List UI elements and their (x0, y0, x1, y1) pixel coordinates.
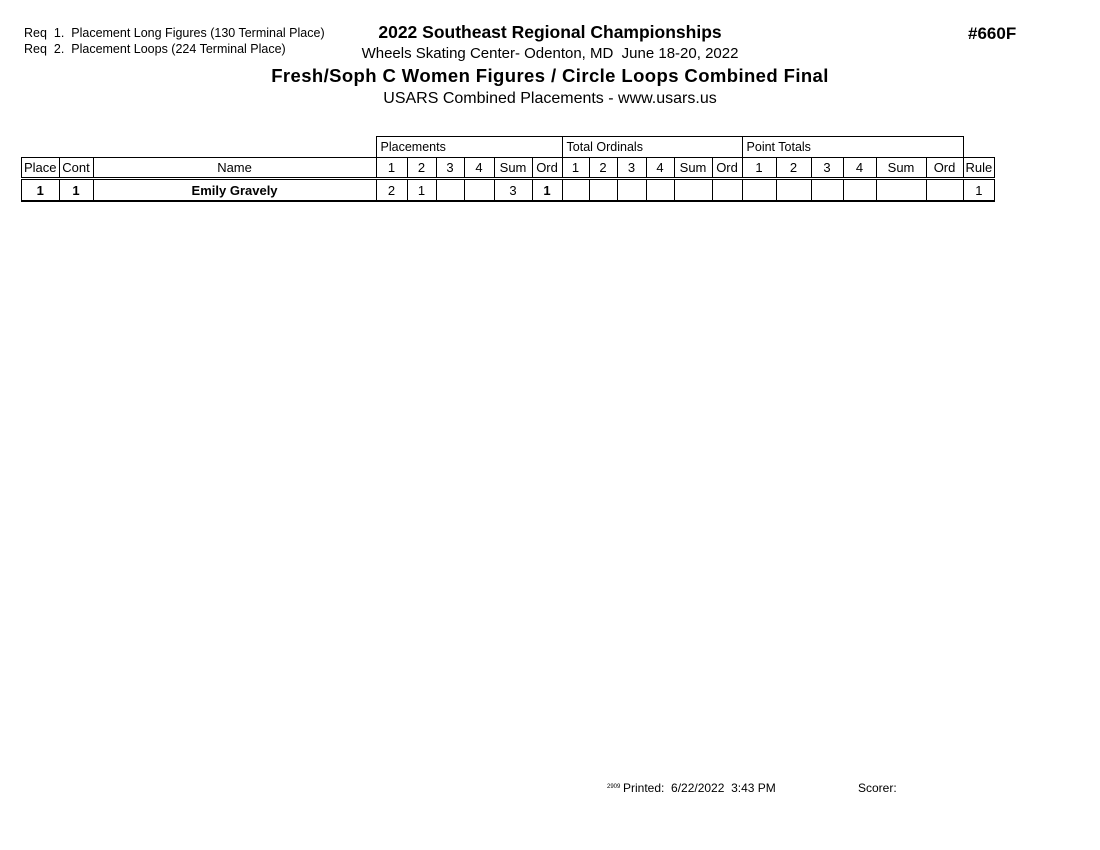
col-header-place: Place (22, 158, 60, 179)
printed-timestamp: Printed: 6/22/2022 3:43 PM (623, 781, 776, 795)
venue-date-line: Wheels Skating Center- Odenton, MD June 18-20, 2022 (361, 45, 739, 62)
col-header-points-4: 4 (843, 158, 876, 179)
cell-ordinals-1 (562, 179, 589, 202)
cell-points-ord (926, 179, 963, 202)
cell-placements-2: 1 (407, 179, 436, 202)
col-header-ordinals-4: 4 (646, 158, 674, 179)
col-header-ordinals-sum: Sum (674, 158, 712, 179)
col-header-points-2: 2 (776, 158, 811, 179)
cell-ordinals-ord (712, 179, 742, 202)
cell-ordinals-3 (617, 179, 646, 202)
col-header-placements-sum: Sum (494, 158, 532, 179)
event-title: Fresh/Soph C Women Figures / Circle Loops Combined Final (271, 65, 829, 86)
requirement-line-1: Req 1. Placement Long Figures (130 Terminal Place) (24, 26, 325, 40)
col-header-ordinals-2: 2 (589, 158, 617, 179)
col-header-points-sum: Sum (876, 158, 926, 179)
results-table-container (21, 136, 995, 202)
cell-place: 1 (22, 179, 60, 202)
cell-points-3 (811, 179, 843, 202)
cell-points-1 (742, 179, 776, 202)
cell-placements-ord: 1 (532, 179, 562, 202)
col-header-name: Name (93, 158, 376, 179)
col-header-rule: Rule (963, 158, 995, 179)
cell-skater-name: Emily Gravely (93, 179, 376, 202)
group-header-spacer-right (963, 137, 995, 158)
group-label-total-ordinals: Total Ordinals (562, 137, 742, 158)
col-header-points-1: 1 (742, 158, 776, 179)
cell-ordinals-2 (589, 179, 617, 202)
cell-placements-4 (464, 179, 494, 202)
group-header-spacer-left (22, 137, 377, 158)
cell-placements-1: 2 (376, 179, 407, 202)
report-subtitle: USARS Combined Placements - www.usars.us (383, 90, 717, 107)
print-code: 2909 (607, 784, 621, 790)
results-table (21, 136, 995, 202)
cell-points-sum (876, 179, 926, 202)
scorer-label: Scorer: (858, 781, 897, 795)
col-header-points-3: 3 (811, 158, 843, 179)
requirement-line-2: Req 2. Placement Loops (224 Terminal Place) (24, 42, 286, 56)
col-header-ordinals-ord: Ord (712, 158, 742, 179)
cell-ordinals-4 (646, 179, 674, 202)
group-label-placements: Placements (376, 137, 562, 158)
cell-cont: 1 (59, 179, 93, 202)
cell-points-4 (843, 179, 876, 202)
col-header-placements-4: 4 (464, 158, 494, 179)
cell-points-2 (776, 179, 811, 202)
cell-placements-3 (436, 179, 464, 202)
cell-rule: 1 (963, 179, 995, 202)
group-header-row (22, 137, 995, 158)
page-title: 2022 Southeast Regional Championships (378, 22, 722, 42)
col-header-placements-2: 2 (407, 158, 436, 179)
result-row (22, 179, 995, 202)
cell-ordinals-sum (674, 179, 712, 202)
col-header-cont: Cont (59, 158, 93, 179)
col-header-ordinals-1: 1 (562, 158, 589, 179)
col-header-placements-ord: Ord (532, 158, 562, 179)
col-header-ordinals-3: 3 (617, 158, 646, 179)
col-header-placements-1: 1 (376, 158, 407, 179)
cell-placements-sum: 3 (494, 179, 532, 202)
column-header-row (22, 158, 995, 179)
event-number: #660F (968, 24, 1017, 43)
col-header-points-ord: Ord (926, 158, 963, 179)
col-header-placements-3: 3 (436, 158, 464, 179)
group-label-point-totals: Point Totals (742, 137, 963, 158)
